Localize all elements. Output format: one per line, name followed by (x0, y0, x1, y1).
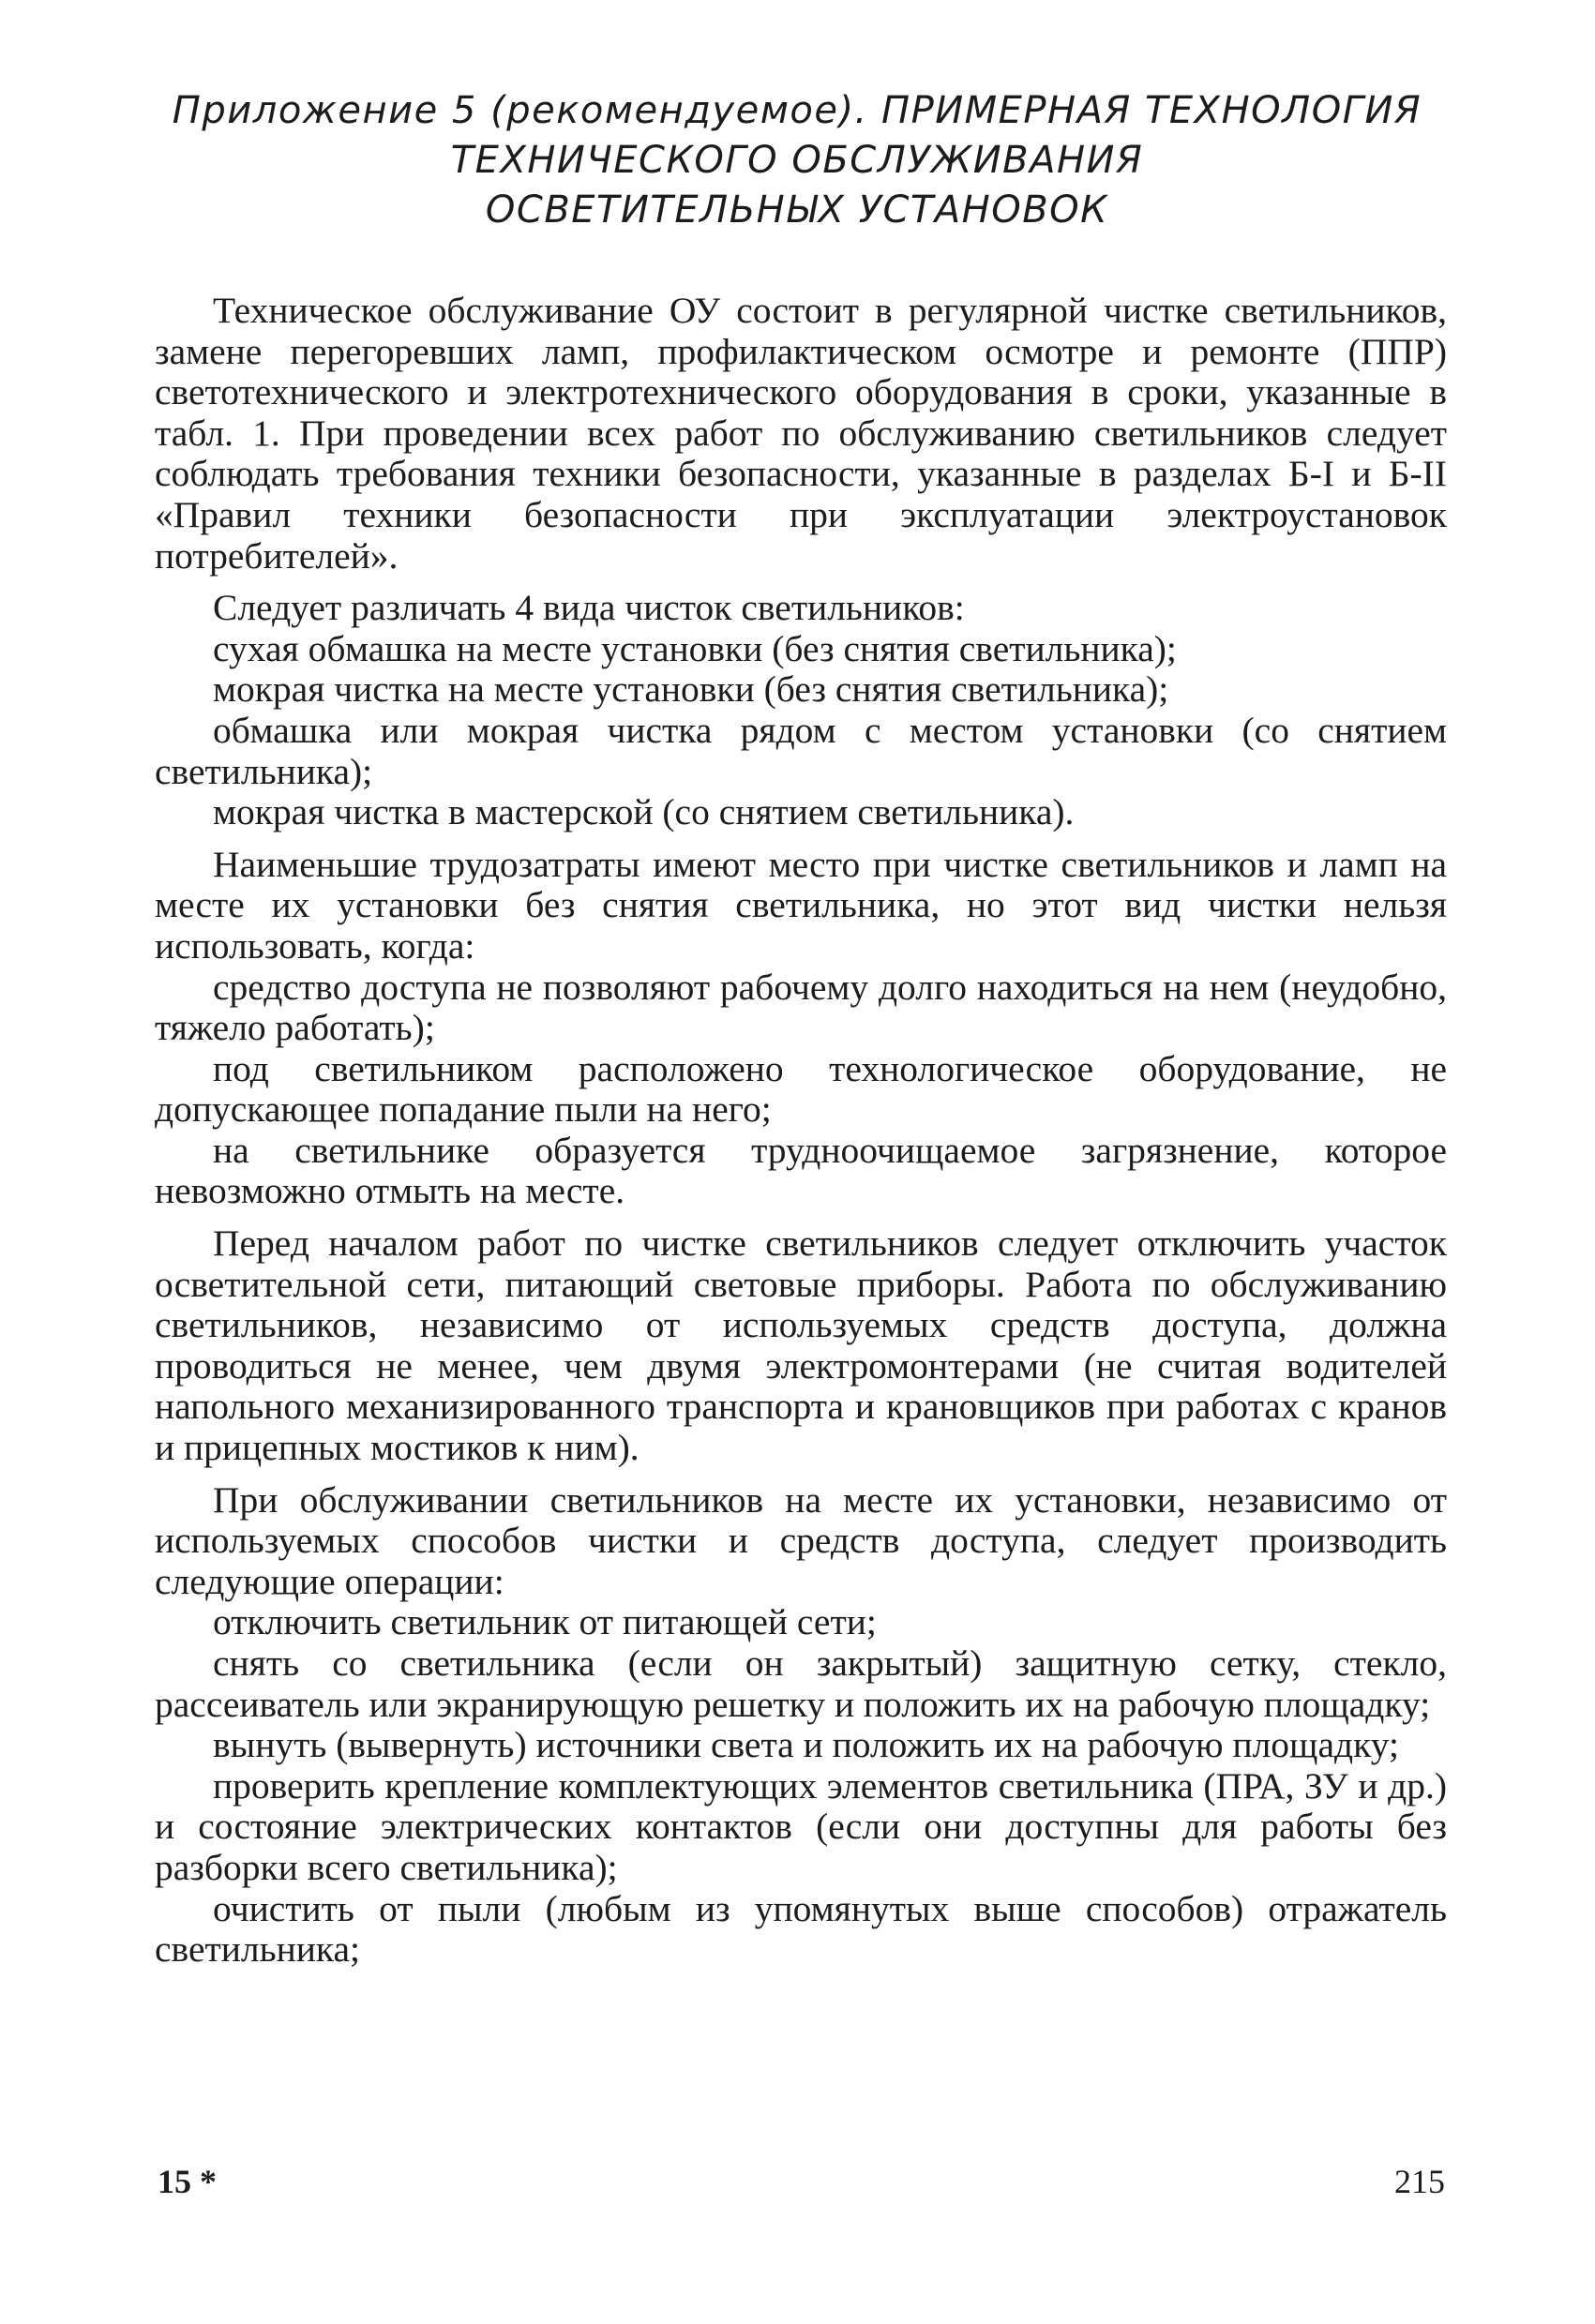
list-item: на светильнике образуется трудноочищаемое загрязнение, которое невозможно отмыть на месте. (155, 1129, 1447, 1212)
paragraph-intro: Техническое обслуживание ОУ состоит в регулярной чистке светильников, замене перегоревших ламп, профилактическом осмотре и ремонте (ППР) светотехнического и электротехнического оборудования в сроки, указанные в табл. 1. При проведении всех работ по обслуживанию светильников следует соблюдать требования техники безопасности, указанные в разделах Б-I и Б-II «Правил техники безопасности при эксплуатации электроустановок потребителей». (155, 290, 1447, 577)
list-item: под светильником расположено технологическое оборудование, не допускающее попадание пыли на него; (155, 1047, 1447, 1131)
paragraph-cleaning-types: Следует различать 4 вида чисток светильников: (213, 587, 965, 629)
list-item: средство доступа не позволяют рабочему долго находиться на нем (неудобно, тяжело работать); (155, 966, 1447, 1049)
paragraph-before-work: Перед началом работ по чистке светильников следует отключить участок осветительной сети, питающий световые приборы. Работа по обслуживанию светильников, независимо от используемых средств доступа, должна проводиться не менее, чем двумя электромонтерами (не считая водителей напольного механизированного транспорта и крановщиков при работах с кранов и прицепных мостиков к ним). (155, 1222, 1447, 1469)
heading-line-3: ОСВЕТИТЕЛЬНЫХ УСТАНОВОК (485, 188, 1109, 232)
heading-line-2: ТЕХНИЧЕСКОГО ОБСЛУЖИВАНИЯ (450, 139, 1144, 182)
list-item: проверить крепление комплектующих элементов светильника (ПРА, ЗУ и др.) и состояние электрических контактов (если они доступны для работы без разборки всего светильника); (155, 1764, 1447, 1888)
paragraph-least-labor: Наименьшие трудозатраты имеют место при чистке светильников и ламп на месте их установки без снятия светильника, но этот вид чистки нельзя использовать, когда: (155, 843, 1447, 967)
list-item: очистить от пыли (любым из упомянутых выше способов) отражатель светильника; (155, 1887, 1447, 1971)
list-item: обмашка или мокрая чистка рядом с местом установки (со снятием светильника); (155, 709, 1447, 792)
signature-mark: 15 * (158, 2163, 217, 2200)
heading-line-1: Приложение 5 (рекомендуемое). ПРИМЕРНАЯ ТЕХНОЛОГИЯ (172, 89, 1422, 132)
list-item: отключить светильник от питающей сети; (213, 1601, 877, 1643)
list-item: снять со светильника (если он закрытый) защитную сетку, стекло, рассеиватель или экранирующую решетку и положить их на рабочую площадку; (155, 1642, 1447, 1725)
body-text (155, 291, 1447, 1971)
appendix-heading (141, 86, 1453, 235)
list-item: вынуть (вывернуть) источники света и положить их на рабочую площадку; (213, 1724, 1399, 1766)
page-number: 215 (1394, 2163, 1445, 2200)
paragraph-operations: При обслуживании светильников на месте их установки, независимо от используемых способов чистки и средств доступа, следует производить следующие операции: (155, 1478, 1447, 1602)
list-item: сухая обмашка на месте установки (без снятия светильника); (213, 627, 1177, 669)
list-item: мокрая чистка в мастерской (со снятием светильника). (213, 791, 1075, 833)
list-item: мокрая чистка на месте установки (без снятия светильника); (213, 668, 1169, 711)
